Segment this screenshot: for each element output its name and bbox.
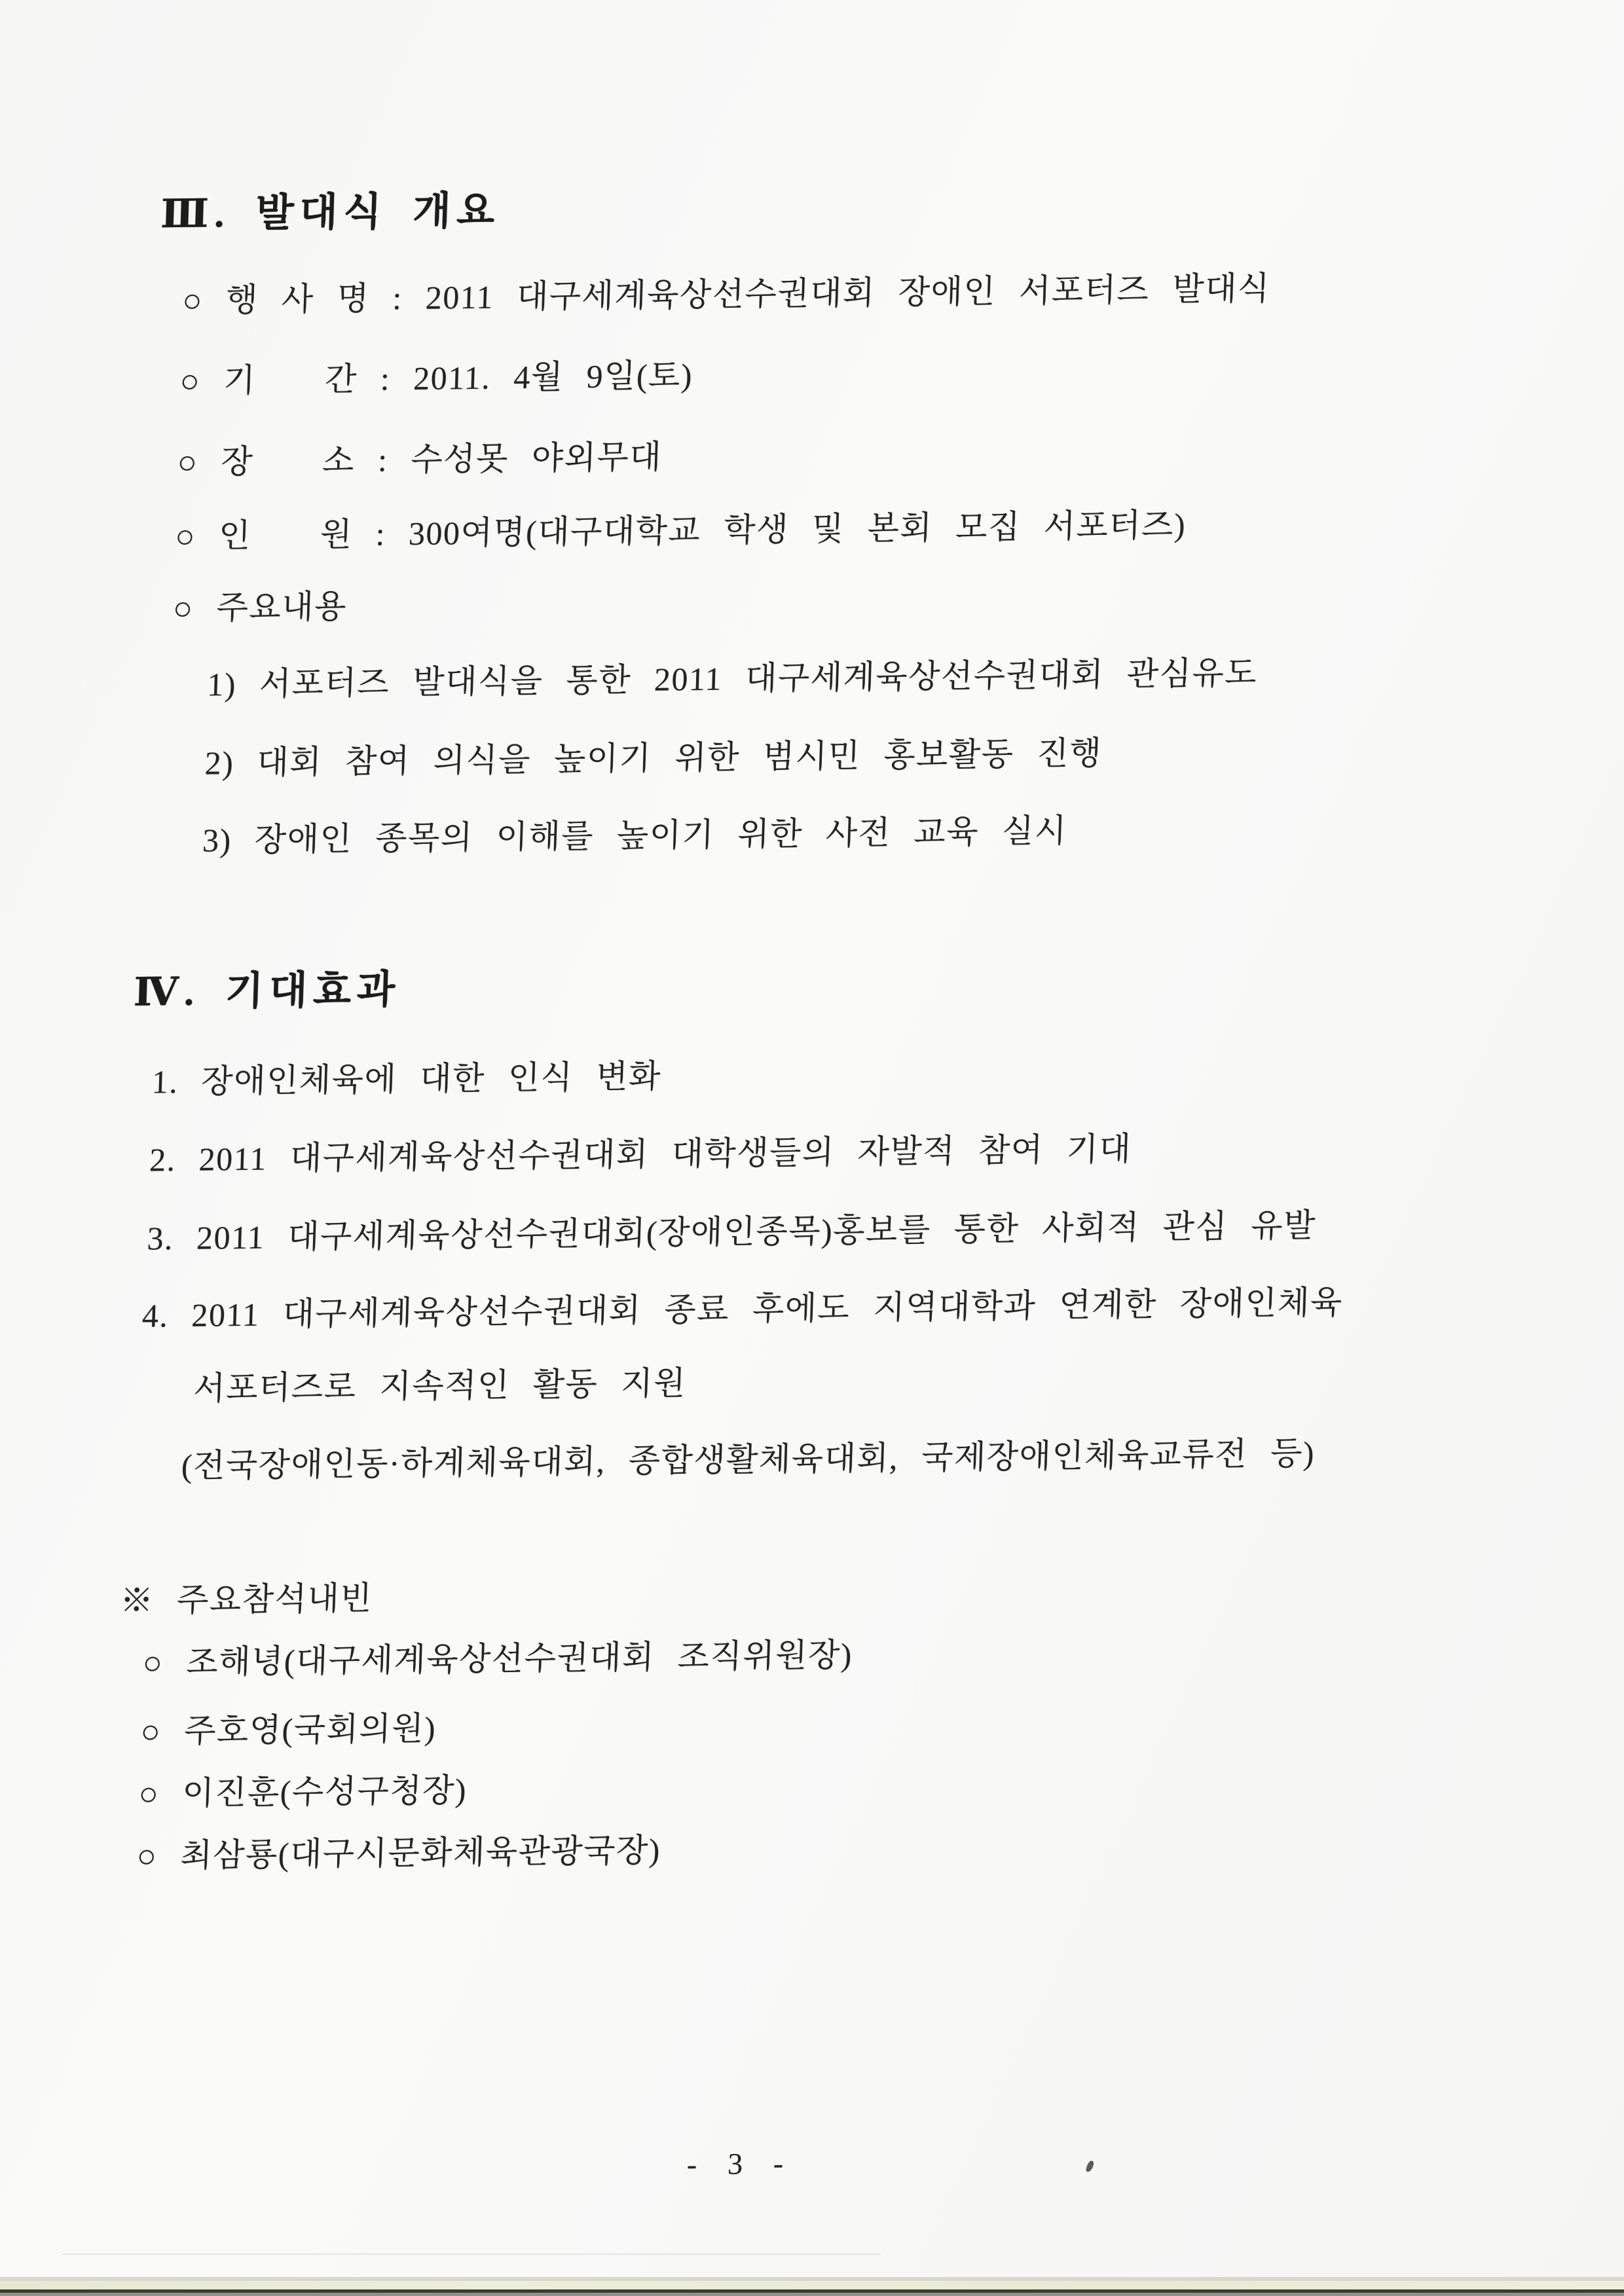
event-name-line: ○ 행 사 명 : 2011 대구세계육상선수권대회 장애인 서포터즈 발대식 xyxy=(181,270,1271,319)
vip-line-2: ○ 주호영(국회의원) xyxy=(139,1709,437,1750)
effect-item-4-note: (전국장애인동·하계체육대회, 종합생활체육대회, 국제장애인체육교류전 등) xyxy=(181,1434,1316,1485)
event-venue-line: ○ 장 소 : 수성못 야외무대 xyxy=(176,438,663,481)
effect-item-3: 3. 2011 대구세계육상선수권대회(장애인종목)홍보를 통한 사회적 관심 유발 xyxy=(146,1207,1317,1257)
topic-detail-1: 1) 서포터즈 발대식을 통한 2011 대구세계육상선수권대회 관심유도 xyxy=(206,654,1258,703)
vip-list-heading: ※ 주요참석내빈 xyxy=(119,1579,373,1620)
main-topics-line: ○ 주요내용 xyxy=(172,588,348,627)
page-number: - 3 - xyxy=(686,2146,790,2181)
paper-edge-band xyxy=(0,2281,1624,2289)
scan-streak xyxy=(62,2253,881,2255)
effect-item-4-continuation: 서포터즈로 지속적인 활동 지원 xyxy=(193,1364,687,1407)
topic-detail-3: 3) 장애인 종목의 이해를 높이기 위한 사전 교육 실시 xyxy=(202,812,1068,859)
vip-line-1: ○ 조해녕(대구세계육상선수권대회 조직위원장) xyxy=(141,1636,853,1681)
vip-line-3: ○ 이진훈(수성구청장) xyxy=(138,1772,468,1812)
effect-item-4: 4. 2011 대구세계육상선수권대회 종료 후에도 지역대학과 연계한 장애인체육 xyxy=(141,1283,1344,1334)
vip-line-4: ○ 최삼룡(대구시문화체육관광국장) xyxy=(136,1831,661,1874)
scanner-bed-strip xyxy=(0,2293,1624,2296)
event-period-line: ○ 기 간 : 2011. 4월 9일(토) xyxy=(179,357,693,400)
effect-item-1: 1. 장애인체육에 대한 인식 변화 xyxy=(151,1057,662,1101)
section-launch xyxy=(0,0,1624,859)
section-iii-heading: Ⅲ. 발대식 개요 xyxy=(160,189,502,236)
topic-detail-2: 2) 대회 참여 의식을 높이기 위한 범시민 홍보활동 진행 xyxy=(204,735,1103,782)
section-iv-heading: Ⅳ. 기대효과 xyxy=(133,968,402,1014)
effect-item-2: 2. 2011 대구세계육상선수권대회 대학생들의 자발적 참여 기대 xyxy=(149,1130,1133,1178)
headcount-line: ○ 인 원 : 300여명(대구대학교 학생 및 본회 모집 서포터즈) xyxy=(174,506,1187,555)
